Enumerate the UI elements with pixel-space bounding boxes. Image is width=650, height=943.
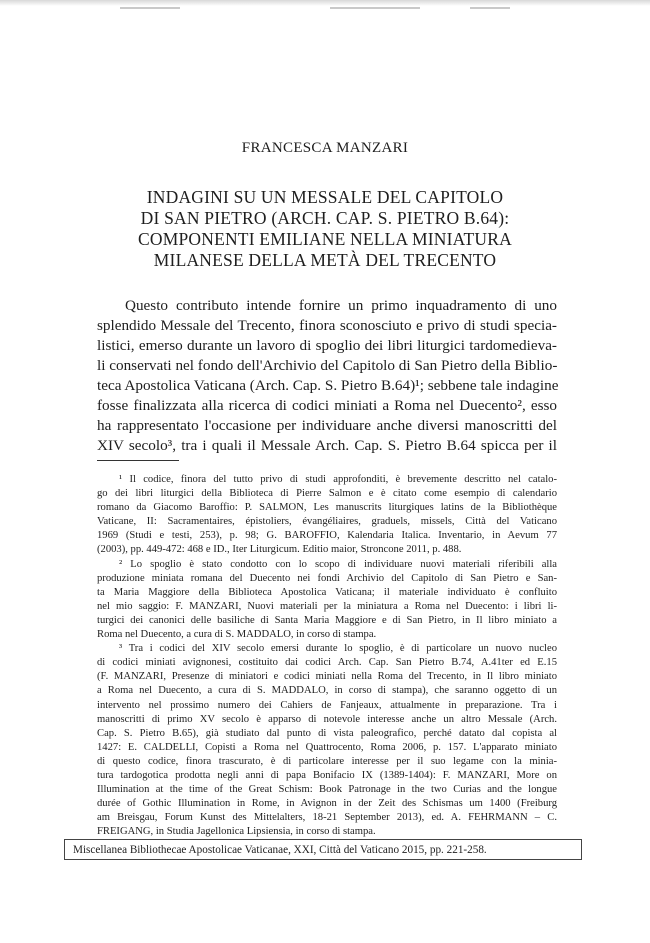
body-line: li conservati nel fondo dell'Archivio del Capitolo di San Pietro della Biblio- xyxy=(97,357,558,374)
footnote-line: 1969 (Studi e testi, 253), p. 98; G. BAROFFIO, Kalendaria Italica. Inventario, in Aevum 77 xyxy=(97,530,557,542)
footnote-line: produzione miniata romana del Duecento nei fondi Archivio del Capitolo di San Pietro e San- xyxy=(97,572,557,584)
footnote-line: di codici miniati avignonesi, costituito dai codici Arch. Cap. San Pietro B.74, A.41ter ed E.15 xyxy=(97,657,557,669)
scan-edge-shadow xyxy=(0,0,650,6)
footnote-line: di questo codice, finora trascurato, è di particolare interesse per il suo legame con la minia- xyxy=(97,755,557,767)
footnote-line: ¹ Il codice, finora del tutto privo di studi approfonditi, è brevemente descritto nel catalo- xyxy=(119,474,557,485)
footnote-line: manoscritti di primo XV secolo è apparso di notevole interesse anche un altro Messale (Arch. xyxy=(97,713,557,725)
scan-speck xyxy=(470,7,510,9)
footnote-line: 1427: E. CALDELLI, Copisti a Roma nel Quattrocento, Roma 2006, p. 157. L'apparato miniato xyxy=(97,741,557,753)
scan-speck xyxy=(330,7,420,9)
title-line: INDAGINI SU UN MESSALE DEL CAPITOLO xyxy=(146,187,504,207)
footnote-line: nel mio saggio: F. MANZARI, Nuovi materiali per la miniatura a Roma nel Duecento: i libri li- xyxy=(97,600,557,612)
footnote-line: FREIGANG, in Studia Jagellonica Lipsiensia, in corso di stampa. xyxy=(97,826,376,838)
footnote-line: go dei libri liturgici della Biblioteca di Pierre Salmon e è citato come esempio di calendario xyxy=(97,488,557,500)
footnote-line: intervento nel prossimo numero dei Cahiers de Fanjeaux, attualmente in preparazione. Tra i xyxy=(97,699,557,711)
title-line: COMPONENTI EMILIANE NELLA MINIATURA xyxy=(138,229,512,249)
article-title xyxy=(60,187,590,271)
footnote-line: ³ Tra i codici del XIV secolo emersi durante lo spoglio, è di particolare un nuovo nucleo xyxy=(119,643,557,655)
footnote-line: Vaticane, II: Sacramentaires, épistoliers, évangéliaires, graduels, missels, Città del Vaticano xyxy=(97,516,557,528)
footnote-line: ta Maria Maggiore della Biblioteca Apostolica Vaticana; il materiale individuato è confluito xyxy=(97,586,557,598)
footnote-line: (2003), pp. 449-472: 468 e ID., Iter Liturgicum. Editio maior, Stroncone 2011, p. 488. xyxy=(97,544,462,556)
body-text xyxy=(97,296,557,456)
footnote-line: am Breisgau, Forum Kunst des Mittelalters, 18-21 September 2013), ed. A. FEHRMANN – C. xyxy=(97,812,557,824)
title-line: DI SAN PIETRO (ARCH. CAP. S. PIETRO B.64): xyxy=(140,208,510,228)
footnote-line: ² Lo spoglio è stato condotto con lo scopo di individuare nuovi materiali riferibili alla xyxy=(119,558,557,570)
body-line: splendido Messale del Trecento, finora sconosciuto e privo di studi specia- xyxy=(97,317,557,334)
body-line: listici, emerso durante un lavoro di spoglio dei libri liturgici tardomedieva- xyxy=(97,337,557,354)
footnote-line: a Roma nel Duecento, a cura di S. MADDALO, in corso di stampa), che saranno oggetto di un xyxy=(97,685,557,697)
body-line: teca Apostolica Vaticana (Arch. Cap. S. Pietro B.64)¹; sebbene tale indagine xyxy=(97,377,559,394)
footnotes xyxy=(97,473,557,839)
publication-footer xyxy=(64,839,582,860)
body-line: fosse finalizzata alla ricerca di codici miniati a Roma nel Duecento², esso xyxy=(97,397,557,414)
body-line: ha rappresentato l'occasione per individuare anche diversi manoscritti del xyxy=(97,417,557,434)
footnote-line: Cap. S. Pietro B.65), già studiato dal punto di vista paleografico, perché datato dal copista al xyxy=(97,727,557,739)
scan-speck xyxy=(120,7,180,9)
title-line: MILANESE DELLA METÀ DEL TRECENTO xyxy=(153,250,497,270)
footnote-line: (F. MANZARI, Presenze di miniatori e codici miniati nella Roma del Trecento, in Il libro miniato xyxy=(97,671,557,683)
footnote-line: romano da Giacomo Baroffio: P. SALMON, Les manuscrits liturgiques latins de la Bibliothèque xyxy=(97,502,557,514)
body-line: Questo contributo intende fornire un primo inquadramento di uno xyxy=(125,297,557,314)
footnote-line: turgici dei canonici delle basiliche di Santa Maria Maggiore e di San Pietro, in Il libro miniato a xyxy=(97,614,557,626)
footnote-line: tura tardogotica prodotta negli anni di papa Bonifacio IX (1389-1404): F. MANZARI, More on xyxy=(97,769,557,781)
footnote-line: Roma nel Duecento, a cura di S. MADDALO, in corso di stampa. xyxy=(97,629,377,641)
author-name: FRANCESCA MANZARI xyxy=(241,140,409,156)
footnote-line: Illumination at the time of the Great Schism: Book Patronage in the two Curias and the longue xyxy=(97,784,557,796)
footnote-separator xyxy=(97,460,179,461)
footnote-line: durée of Gothic Illumination in Rome, in Avignon in der Zeit des Schismas um 1400 (Freiburg xyxy=(97,798,557,810)
body-line: XIV secolo³, tra i quali il Messale Arch. Cap. S. Pietro B.64 spicca per il xyxy=(97,437,557,454)
footer-citation: Miscellanea Bibliothecae Apostolicae Vaticanae, XXI, Città del Vaticano 2015, pp. 221-258. xyxy=(73,844,487,856)
